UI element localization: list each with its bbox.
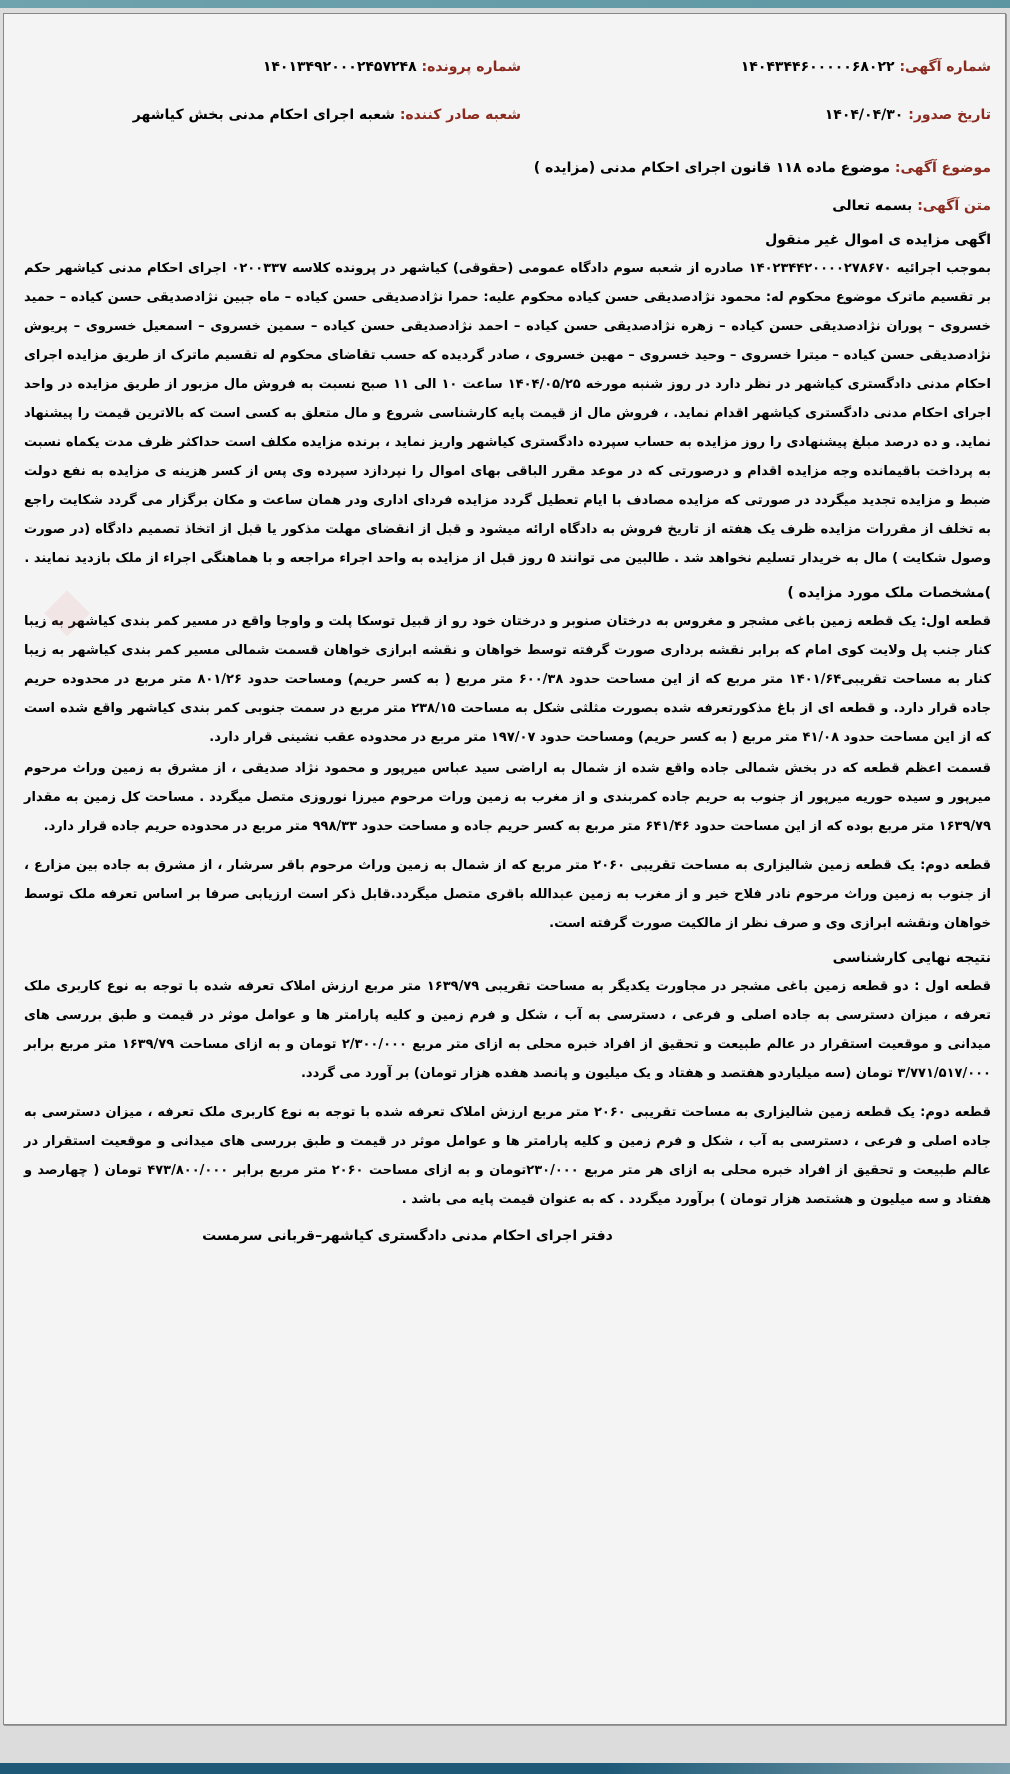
paragraph-plot-1: قطعه اول: یک قطعه زمین باغی مشجر و مغروس به درختان صنوبر و درختان خود رو از قبیل توسکا پلت و واوجا واقع در مسیر کمر بندی کیاشهر به زیبا کنار جنب پل ولایت کوی امام که برابر نقشه برداری صورت گرفته توسط خواهان و نقشه ابرازی خواهان قسمت شمالی مسیر کمر بندی کیاشهر به زیبا کنار به مساحت تقریبی۱۴۰۱/۶۴ متر مربع که از این مساحت حدود ۶۰۰/۳۸ متر مربع ( به کسر حریم) ومساحت حدود ۸۰۱/۲۶ متر مربع در محدوده حریم جاده قرار دارد. و قطعه ای از باغ مذکورتعرفه شده بصورت مثلثی شکل به مساحت ۲۳۸/۱۵ متر مربع در سمت جنوبی کمر بندی کیاشهر واقع شده است که از این مساحت حدود ۴۱/۰۸ متر مربع ( به کسر حریم) ومساحت حدود ۱۹۷/۰۷ متر مربع در محدوده عقب نشینی قرار دارد. bbox=[24, 614, 992, 745]
ad-number bbox=[521, 59, 991, 75]
signature: دفتر اجرای احکام مدنی دادگستری کیاشهر–قربانی سرمست bbox=[202, 1228, 613, 1244]
paragraph-main: بموجب اجرائیه ۱۴۰۲۳۴۴۲۰۰۰۰۲۷۸۶۷۰ صادره از شعبه سوم دادگاه عمومی (حقوقی) کیاشهر در پرونده کلاسه ۰۲۰۰۳۳۷ اجرای احکام مدنی کیاشهر حکم بر تقسیم ماترک موضوع محکوم له: محمود نژادصدیقی حسن کیاده محکوم علیه: حمرا نژادصدیقی حسن کیاده – ماه جبین نژادصدیقی حسن کیاده – حمید خسروی – پوران نژادصدیقی حسن کیاده – زهره نژادصدیقی حسن کیاده – احمد نژادصدیقی حسن کیاده – سمین خسروی – اسمعیل خسروی – پریوش نژادصدیقی حسن کیاده – میترا خسروی – وحید خسروی – مهین خسروی ، صادر گردیده که حسب تقاضای محکوم له تقسیم ماترک از طریق مزایده اجرای احکام مدنی دادگستری کیاشهر در نظر دارد در روز شنبه مورخه ۱۴۰۴/۰۵/۲۵ ساعت ۱۰ الی ۱۱ صبح نسبت به فروش مال مزبور از طریق مزایده در واحد اجرای احکام مدنی دادگستری کیاشهر اقدام نماید. ، فروش مال از قیمت پایه کارشناسی شروع و مال متعلق به کسی است که بالاترین قیمت را پیشنهاد نماید. و ده درصد مبلغ پیشنهادی را روز مزایده به حساب سپرده دادگستری کیاشهر واریز نماید ، برنده مزایده مکلف است حداکثر ظرف مدت یکماه نسبت به پرداخت باقیمانده وجه مزایده اقدام و درصورتی که در موعد مقرر الباقی بهای اموال را نپردازد سپرده وی پس از کسر هزینه ی مزایده به نفع دولت ضبط و مزایده تجدید میگردد در صورتی که مزایده مصادف با ایام تعطیل گردد مزایده فردای اداری ودر همان ساعت و مکان برگزار می گردد شکایت راجع به تخلف از مقررات مزایده ظرف یک هفته از تاریخ فروش به دادگاه ارائه میشود و قبل از انقضای مهلت مذکور یا قبل از اتخاذ تصمیم دادگاه (در صورت وصول شکایت ) مال به خریدار تسلیم نخواهد شد . طالبین می توانند ۵ روز قبل از مزایده به واحد اجراء مراجعه و با هماهنگی اجراء از ملک بازدید نمایند . bbox=[24, 261, 992, 566]
result-heading: نتیجه نهایی کارشناسی bbox=[832, 950, 991, 966]
ad-number-label: شماره آگهی: bbox=[899, 59, 991, 75]
issuing-branch bbox=[133, 107, 521, 123]
paragraph-plot-2: قطعه دوم: یک قطعه زمین شالیزاری به مساحت تقریبی ۲۰۶۰ متر مربع که از شمال به زمین وراث مرحوم باقر سرشار ، از مشرق به جاده بین مزارع ، از جنوب به زمین وراث مرحوم نادر فلاح خیر و از مغرب به زمین عبدالله باقری متصل میگردد.قابل ذکر است ارزیابی صرفا بر اساس تعرفه ملک توسط خواهان ونقشه ابرازی وی و صرف نظر از مالکیت صورت گرفته است. bbox=[24, 858, 991, 931]
meta-row-date bbox=[24, 98, 991, 132]
subject bbox=[24, 160, 991, 176]
ad-number-value: ۱۴۰۴۳۴۴۶۰۰۰۰۰۶۸۰۲۲ bbox=[740, 59, 895, 75]
issue-date-label: تاریخ صدور: bbox=[908, 107, 991, 123]
case-number-label: شماره پرونده: bbox=[421, 59, 521, 75]
window-top-bar bbox=[0, 0, 1010, 8]
text-label: متن آگهی: bbox=[917, 198, 991, 214]
notice-panel bbox=[3, 13, 1006, 1725]
paragraph-valuation-1: قطعه اول : دو قطعه زمین باغی مشجر در مجاورت یکدیگر به مساحت تقریبی ۱۶۳۹/۷۹ متر مربع ارزش املاک تعرفه شده با توجه به نوع کاربری ملک تعرفه ، میزان دسترسی به جاده اصلی و فرعی ، دسترسی به آب ، شکل و فرم زمین و کلیه پارامتر ها و عوامل موثر در قیمت و طبق بررسی های میدانی و موقعیت استقرار در عالم طبیعت و تحقیق از افراد خبره محلی به ازای متر مربع ۲/۳۰۰/۰۰۰ تومان و به ازای مساحت ۱۶۳۹/۷۹ متر مربع برابر ۳/۷۷۱/۵۱۷/۰۰۰ تومان (سه میلیاردو هفتصد و هفتاد و یک میلیون و پانصد هفده هزار تومان) بر آورد می گردد. bbox=[24, 979, 991, 1081]
case-number-value: ۱۴۰۱۳۴۹۲۰۰۰۲۴۵۷۲۴۸ bbox=[262, 59, 417, 75]
meta-row-numbers bbox=[24, 50, 991, 84]
subject-value: موضوع ماده ۱۱۸ قانون اجرای احکام مدنی (مزایده ) bbox=[533, 160, 890, 176]
notice-content bbox=[4, 50, 1005, 1244]
watermark-logo: ◆ bbox=[44, 574, 91, 644]
taskbar bbox=[0, 1763, 1010, 1774]
notice-text-header bbox=[24, 198, 991, 214]
branch-value: شعبه اجرای احکام مدنی بخش کیاشهر bbox=[132, 107, 395, 123]
text-intro: بسمه تعالی bbox=[832, 198, 913, 214]
issue-date-value: ۱۴۰۴/۰۴/۳۰ bbox=[824, 107, 904, 123]
issue-date bbox=[521, 107, 991, 123]
branch-label: شعبه صادر کننده: bbox=[399, 107, 521, 123]
paragraph-valuation-2: قطعه دوم: یک قطعه زمین شالیزاری به مساحت تقریبی ۲۰۶۰ متر مربع ارزش املاک تعرفه شده با توجه به نوع کاربری ملک تعرفه ، میزان دسترسی به جاده اصلی و فرعی ، دسترسی به آب ، شکل و فرم زمین و کلیه پارامتر ها و عوامل موثر در قیمت و طبق بررسی های میدانی و موقعیت استقرار در عالم طبیعت و تحقیق از افراد خبره محلی به ازای هر متر مربع ۲۳۰/۰۰۰تومان و به ازای مساحت ۲۰۶۰ متر مربع برابر ۴۷۳/۸۰۰/۰۰۰ تومان ( چهارصد و هفتاد و سه میلیون و هشتصد هزار تومان ) برآورد میگردد . که به عنوان قیمت پایه می باشد . bbox=[24, 1105, 991, 1207]
subject-label: موضوع آگهی: bbox=[894, 160, 991, 176]
paragraph-plot-1-bounds: قسمت اعظم قطعه که در بخش شمالی جاده واقع شده از شمال به اراضی سید عباس میرپور و محمود نژاد صدیقی ، از مشرق به زمین وراث مرحوم میرپور و سیده حوریه میرپور از جنوب به حریم جاده کمربندی و از مغرب به زمین ورات مرحوم میرزا نوروزی متصل میگردد . مساحت کل زمین به مقدار ۱۶۳۹/۷۹ متر مربع بوده که از این مساحت حدود ۶۴۱/۴۶ متر مربع به کسر حریم جاده و مساحت حدود ۹۹۸/۳۳ متر مربع در محدوده حریم جاده قرار دارد. bbox=[24, 761, 991, 834]
specs-heading: )مشخصات ملک مورد مزایده ) bbox=[787, 585, 991, 601]
case-number bbox=[263, 59, 521, 75]
notice-title: اگهی مزایده ی اموال غیر منقول bbox=[765, 232, 991, 248]
